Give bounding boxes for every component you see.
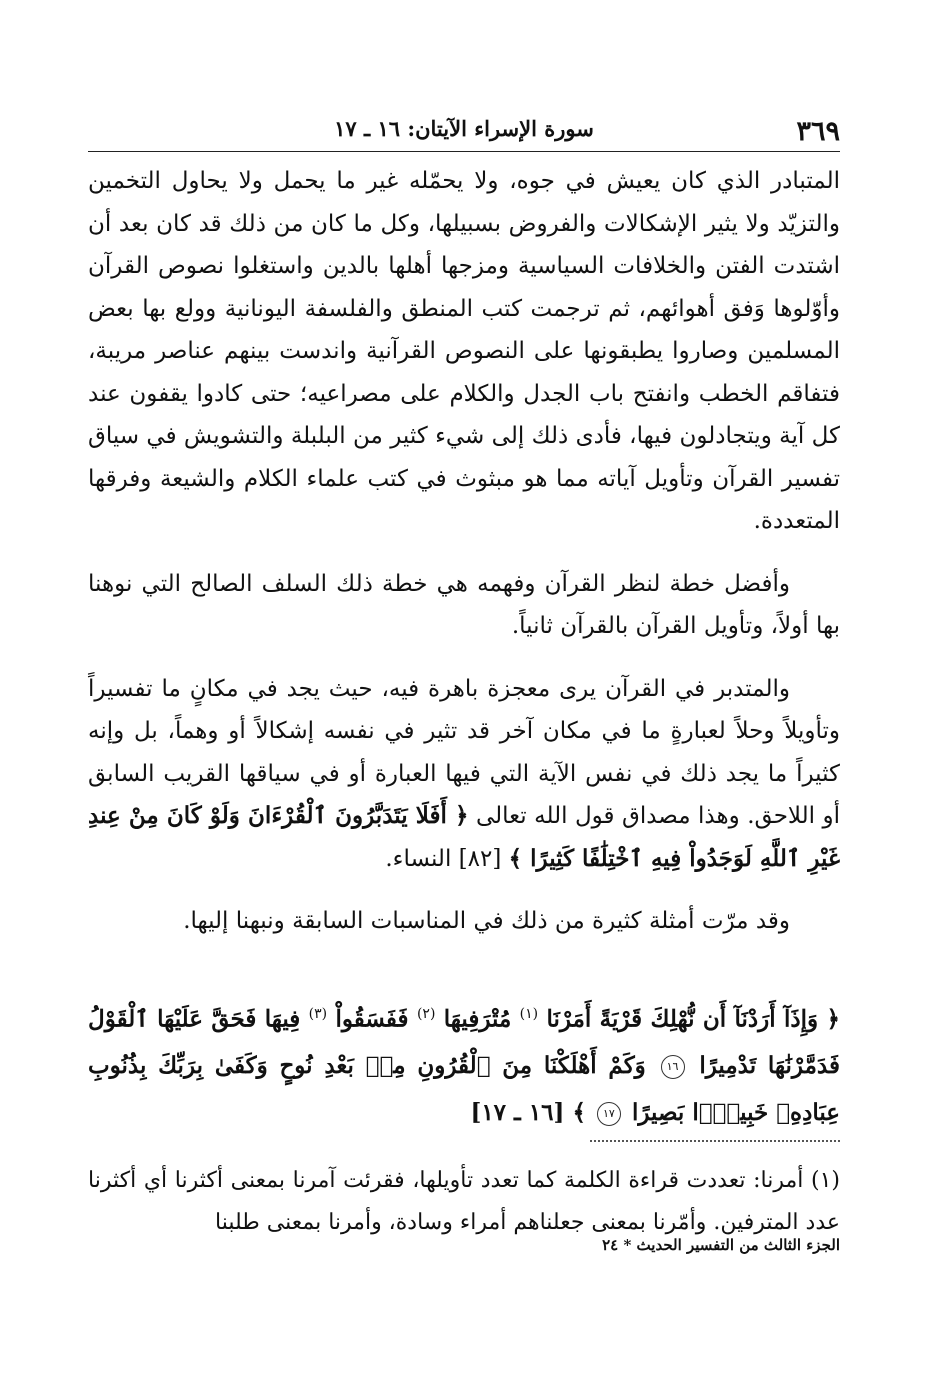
- verse-text: فَفَسَقُواْ: [335, 1005, 409, 1033]
- running-title: سورة الإسراء الآيتان: ١٦ ـ ١٧: [334, 116, 594, 141]
- verse-reference: [١٦ ـ ١٧]: [470, 1099, 565, 1127]
- footnote-1: (١) أمرنا: تعددت قراءة الكلمة كما تعدد تأويلها، فقرئت آمرنا بمعنى أكثرنا أي أكثرنا عدد المترفين. وأمّرنا بمعنى جعلناهم أمراء وسادة، وأمرنا بمعنى طلبنا: [88, 1168, 840, 1235]
- section-gap: [88, 943, 840, 991]
- paragraph-3: [88, 668, 840, 881]
- footnotes: [88, 1160, 840, 1244]
- page-footer: الجزء الثالث من التفسير الحديث * ٢٤: [602, 1236, 840, 1254]
- verse-text: مُتْرَفِيهَا: [443, 1005, 512, 1033]
- footnote-divider: [590, 1140, 840, 1142]
- quran-quote: ﴿ أَفَلَا يَتَدَبَّرُونَ ٱلْقُرْءَانَ وَلَوْ كَانَ مِنْ عِندِ غَيْرِ ٱللَّهِ لَوَجَدُواْ فِيهِ ٱخْتِلَٰفًا كَثِيرًا ﴾: [88, 802, 840, 872]
- verse-text: ﴿ وَإِذَآ أَرَدْنَآ أَن نُّهْلِكَ قَرْيَةً أَمَرْنَا: [546, 1005, 840, 1033]
- paragraph-gap: [88, 880, 840, 900]
- verse-text: ﴾: [572, 1099, 586, 1127]
- verse-text: وَكَمْ أَهْلَكْنَا مِنَ ٱلْقُرُونِ مِنۢ بَعْدِ نُوحٍ وَكَفَىٰ بِرَبِّكَ بِذُنُوبِ عِبَادِهِۦ خَبِيرًۢا بَصِيرًا: [88, 1052, 840, 1127]
- verse-number-16: ١٦: [661, 1055, 685, 1079]
- paragraph-3-text: والمتدبر في القرآن يرى معجزة باهرة فيه، حيث يجد في مكانٍ ما تفسيراً وتأويلاً وحلاً لعبارةٍ ما في مكان آخر قد تثير في نفسه إشكالاً أو وهماً، بل وإنه كثيراً ما يجد ذلك في نفس الآية التي فيها العبارة أو في سياقها القريب السابق أو اللاحق. وهذا مصداق قول الله تعالى: [88, 675, 840, 829]
- verse-block: [88, 991, 840, 1137]
- footnote-marker-1: (١): [519, 1005, 539, 1022]
- main-text: [88, 160, 840, 1136]
- paragraph-gap: [88, 543, 840, 563]
- page-header: [88, 112, 840, 152]
- page-number: ٣٦٩: [796, 116, 840, 147]
- paragraph-1: المتبادر الذي كان يعيش في جوه، ولا يحمّله غير ما يحمل ولا يحاول التخمين والتزيّد ولا يثير الإشكالات والفروض بسبيلها، وكل ما كان من ذلك قد كان بعد أن اشتدت الفتن والخلافات السياسية ومزجها أهلها بالدين واستغلوا نصوص القرآن وأوّلوها وَفق أهوائهم، ثم ترجمت كتب المنطق والفلسفة اليونانية وولع بها بعض المسلمين وصاروا يطبقونها على النصوص القرآنية واندست بينهم عناصر مريبة، فتفاقم الخطب وانفتح باب الجدل والكلام على مصراعيه؛ حتى كادوا يقفون عند كل آية ويتجادلون فيها، فأدى ذلك إلى شيء كثير من البلبلة والتشويش في سياق تفسير القرآن وتأويل آياته مما هو مبثوث في كتب علماء الكلام والشيعة وفرقها المتعددة.: [88, 168, 840, 534]
- paragraph-4: وقد مرّت أمثلة كثيرة من ذلك في المناسبات السابقة ونبهنا إليها.: [183, 908, 790, 934]
- footnote-marker-3: (٣): [308, 1005, 328, 1022]
- paragraph-2: وأفضل خطة لنظر القرآن وفهمه هي خطة ذلك السلف الصالح التي نوهنا بها أولاً، وتأويل القرآن بالقرآن ثانياً.: [88, 570, 840, 639]
- verse-number-17: ١٧: [597, 1102, 621, 1126]
- quran-reference: [٨٢] النساء.: [385, 845, 502, 872]
- footnote-marker-2: (٢): [416, 1005, 436, 1022]
- header-divider: [88, 151, 840, 152]
- verse-text: فِيهَا فَحَقَّ عَلَيْهَا ٱلْقَوْلُ فَدَمَّرْنَٰهَا تَدْمِيرًا: [88, 1005, 840, 1080]
- paragraph-gap: [88, 648, 840, 668]
